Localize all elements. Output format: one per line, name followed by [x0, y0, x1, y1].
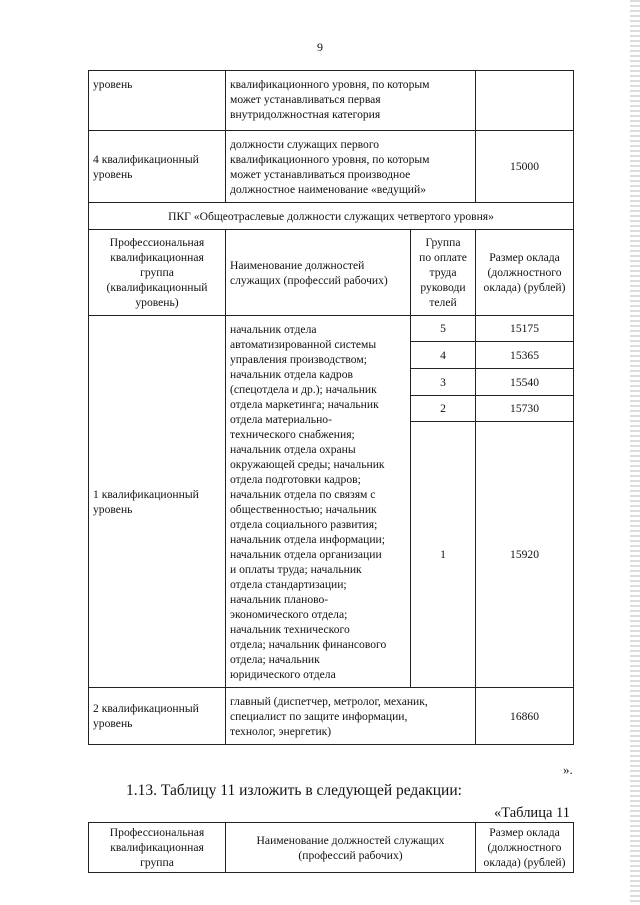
pay-group-cell: 1: [411, 422, 476, 688]
header-group: Профессиональная квалификационная группа: [89, 823, 226, 873]
positions-cell: главный (диспетчер, метролог, механик, специалист по защите информации, технолог, энергетик): [226, 688, 476, 745]
table-11-caption: «Таблица 11: [494, 805, 570, 821]
pay-group-cell: 3: [411, 369, 476, 396]
qual-level-cell: 2 квалификационный уровень: [89, 688, 226, 745]
pkg-title: ПКГ «Общеотраслевые должности служащих четвертого уровня»: [89, 203, 574, 230]
table-row: [89, 316, 574, 342]
header-salary: Размер оклада (должностного оклада) (рублей): [476, 230, 574, 316]
salary-cell: 15000: [476, 131, 574, 203]
scan-edge: [630, 0, 640, 905]
salary-cell: 16860: [476, 688, 574, 745]
salary-cell: [476, 71, 574, 131]
table-row: [89, 71, 574, 131]
page-number: 9: [317, 40, 323, 54]
qual-level-cell: 4 квалификационный уровень: [89, 131, 226, 203]
table-header-row: [89, 823, 574, 873]
positions-cell: должности служащих первого квалификационного уровня, по которым может устанавливаться производное должностное наименование «ведущий»: [226, 131, 476, 203]
salary-cell: 15175: [476, 316, 574, 342]
amendment-paragraph: 1.13. Таблицу 11 изложить в следующей редакции:: [126, 782, 462, 799]
pay-group-cell: 5: [411, 316, 476, 342]
salary-cell: 15920: [476, 422, 574, 688]
header-positions: Наименование должностей служащих (профессий рабочих): [226, 823, 476, 873]
qual-level-cell: уровень: [89, 71, 226, 131]
table-row: [89, 688, 574, 745]
header-pay-group: Группа по оплате труда руководи телей: [411, 230, 476, 316]
header-positions: Наименование должностей служащих (профессий рабочих): [226, 230, 411, 316]
pay-group-cell: 4: [411, 342, 476, 369]
salary-cell: 15365: [476, 342, 574, 369]
quote-end: ».: [563, 762, 573, 777]
salary-cell: 15540: [476, 369, 574, 396]
positions-cell: квалификационного уровня, по которым может устанавливаться первая внутридолжностная категория: [226, 71, 476, 131]
salary-table-10: [88, 70, 574, 745]
table-header-row: [89, 230, 574, 316]
table-row: [89, 203, 574, 230]
header-group: Профессиональная квалификационная группа (квалификационный уровень): [89, 230, 226, 316]
positions-cell: начальник отдела автоматизированной системы управления производством; начальник отдела кадров (спецотдела и др.); начальник отдела маркетинга; начальник отдела материально- технического снабжения; начальник отдела охраны окружающей среды; начальник отдела подготовки кадров; начальник отдела по связям с общественностью; начальник отдела социального развития; начальник отдела информации; начальник отдела организации и оплаты труда; начальник отдела стандартизации; начальник планово- экономического отдела; начальник технического отдела; начальник финансового отдела; начальник юридического отдела: [226, 316, 411, 688]
table-row: [89, 131, 574, 203]
salary-cell: 15730: [476, 396, 574, 422]
qual-level-cell: 1 квалификационный уровень: [89, 316, 226, 688]
salary-table-11: [88, 822, 574, 873]
header-salary: Размер оклада (должностного оклада) (рублей): [476, 823, 574, 873]
pay-group-cell: 2: [411, 396, 476, 422]
